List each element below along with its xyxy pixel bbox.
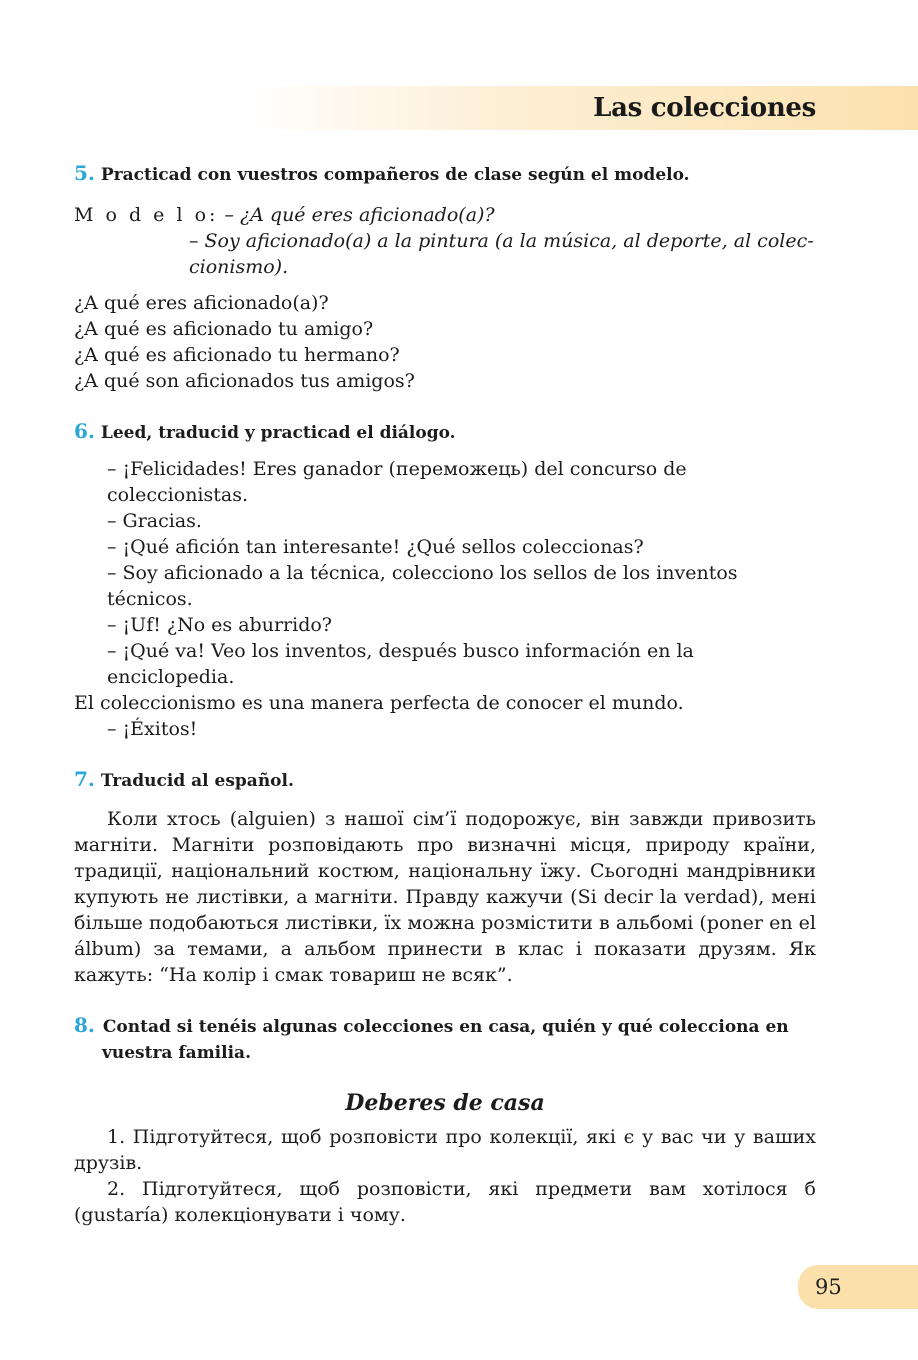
task-8: [74, 1012, 816, 1066]
dialogue-line: – Gracias.: [107, 510, 202, 532]
task-7-number: 7.: [74, 767, 95, 791]
task-5-title: Practicad con vuestros compañeros de clase según el modelo.: [100, 165, 690, 185]
task-8-number: 8.: [74, 1013, 95, 1037]
homework-item: 2. Підготуйтеся, щоб розповісти, які предмети вам хотілося б (gustaría) колекціонувати і чому.: [74, 1178, 816, 1226]
task-6-number: 6.: [74, 419, 95, 443]
homework-item: 1. Підготуйтеся, щоб розповісти про колекції, які є у вас чи у ваших друзів.: [74, 1126, 816, 1174]
question-item: ¿A qué eres aficionado(a)?: [74, 292, 329, 314]
task-8-title: Contad si tenéis algunas colecciones en casa, quién y qué colecciona en vuestra familia.: [102, 1017, 789, 1063]
header-band: [245, 86, 918, 130]
dialogue-line: – ¡Qué va! Veo los inventos, después busco información en la enciclopedia.: [107, 640, 694, 688]
page-content: [74, 160, 816, 1228]
task-7-title: Traducid al español.: [100, 771, 294, 791]
task-7-heading: [74, 766, 816, 794]
task-5-heading: [74, 160, 816, 188]
task-7: [74, 766, 816, 988]
task-5-number: 5.: [74, 161, 95, 185]
dialogue-line: – ¡Qué afición tan interesante! ¿Qué sellos coleccionas?: [107, 536, 644, 558]
task-8-heading: [74, 1012, 816, 1066]
translation-text: Коли хтось (alguien) з нашої сім’ї подорожує, він завжди привозить магніти. Магніти розповідають про визначні місця, природу країни, традиції, національний костюм, національну їжу. Сьогодні мандрівники купують не листівки, а магніти. Правду кажучи (Si decir la verdad), мені більше подобаються листівки, їх можна розмістити в альбомі (poner en el álbum) за темами, а альбом принести в клас і показати друзям. Як кажуть: “На колір і смак товариш не всяк”.: [74, 808, 816, 986]
homework-section: [74, 1088, 816, 1228]
question-item: ¿A qué es aficionado tu amigo?: [74, 318, 374, 340]
task-6-heading: [74, 418, 816, 446]
dialogue: [74, 456, 816, 742]
dialogue-line: – ¡Uf! ¿No es aburrido?: [107, 614, 332, 636]
model-label: M o d e l o:: [74, 204, 219, 226]
task-6-title: Leed, traducid y practicad el diálogo.: [100, 423, 456, 443]
homework-title: Deberes de casa: [345, 1090, 545, 1116]
dialogue-line: – ¡Felicidades! Eres ganador (переможець) del concurso de coleccionistas.: [107, 458, 687, 506]
task-5: [74, 160, 816, 394]
model-example: [74, 202, 816, 280]
task-6: [74, 418, 816, 742]
dialogue-line: El coleccionismo es una manera perfecta de conocer el mundo.: [74, 692, 684, 714]
page-title: Las colecciones: [593, 93, 816, 123]
question-item: ¿A qué son aficionados tus amigos?: [74, 370, 415, 392]
model-line-3: cionismo).: [189, 256, 289, 278]
dialogue-line: – ¡Éxitos!: [107, 718, 198, 740]
model-line-1: – ¿A qué eres aficionado(a)?: [224, 204, 495, 226]
question-list: [74, 290, 816, 394]
page-number: 95: [815, 1275, 842, 1299]
dialogue-line: – Soy aficionado a la técnica, colecciono los sellos de los inventos técnicos.: [107, 562, 738, 610]
question-item: ¿A qué es aficionado tu hermano?: [74, 344, 400, 366]
model-line-2: – Soy aficionado(a) a la pintura (a la música, al deporte, al colec-: [189, 230, 814, 252]
